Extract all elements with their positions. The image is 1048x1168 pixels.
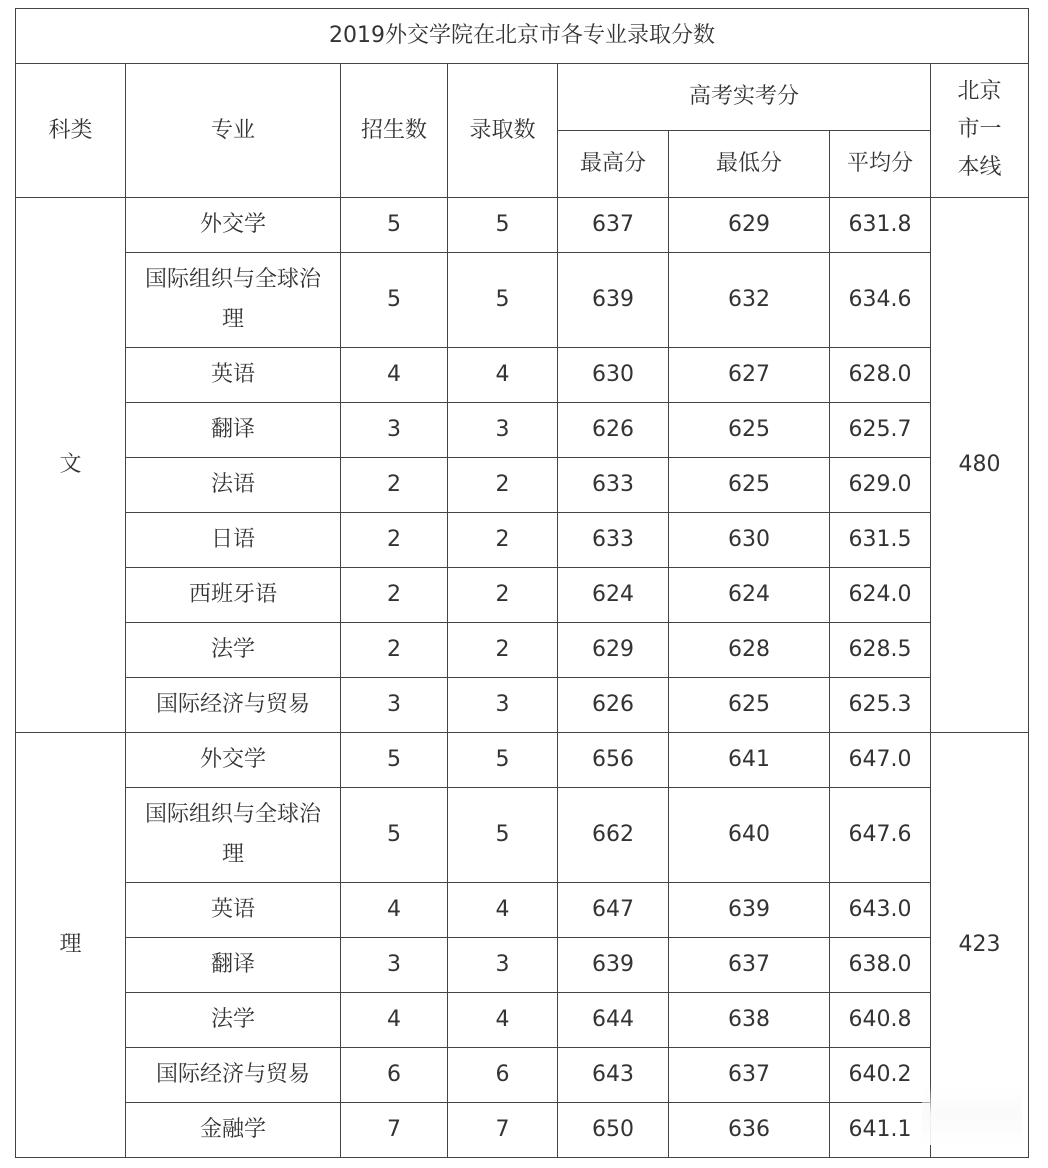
major-name: 英语 [210,897,255,922]
table-row [16,513,1029,568]
max-score-cell: 656 [558,733,669,788]
plan-cell: 7 [341,1103,448,1158]
avg-score-cell: 631.5 [830,513,931,568]
max-score-cell: 662 [558,788,669,883]
max-score-cell: 639 [558,253,669,348]
admitted-cell: 4 [448,348,558,403]
category-cell: 理 [16,733,126,1158]
max-score-cell: 643 [558,1048,669,1103]
major-cell [126,513,341,568]
table-row [16,253,1029,348]
table-row [16,1103,1029,1158]
major-name: 法学 [210,637,255,662]
plan-cell: 5 [341,788,448,883]
major-name: 法学 [210,1007,255,1032]
table-row [16,678,1029,733]
max-score-cell: 626 [558,403,669,458]
min-score-cell: 636 [669,1103,830,1158]
avg-score-cell: 631.8 [830,198,931,253]
plan-cell: 5 [341,198,448,253]
admitted-cell: 2 [448,458,558,513]
avg-score-cell: 628.0 [830,348,931,403]
plan-cell: 6 [341,1048,448,1103]
plan-cell: 4 [341,993,448,1048]
major-name: 翻译 [210,952,255,977]
major-name: 翻译 [210,417,255,442]
major-cell [126,883,341,938]
major-cell [126,568,341,623]
table-row [16,1048,1029,1103]
min-score-cell: 625 [669,403,830,458]
plan-cell: 2 [341,513,448,568]
avg-score-cell: 634.6 [830,253,931,348]
admitted-cell: 7 [448,1103,558,1158]
max-score-cell: 644 [558,993,669,1048]
major-name: 金融学 [199,1117,266,1142]
max-score-cell: 629 [558,623,669,678]
major-cell [126,733,341,788]
plan-cell: 2 [341,458,448,513]
header-min: 最低分 [669,131,830,198]
major-name: 国际经济与贸易 [155,1062,310,1087]
admitted-cell: 3 [448,403,558,458]
avg-score-cell: 640.2 [830,1048,931,1103]
max-score-cell: 624 [558,568,669,623]
admitted-cell: 2 [448,513,558,568]
max-score-cell: 633 [558,513,669,568]
major-cell [126,403,341,458]
max-score-cell: 633 [558,458,669,513]
plan-cell: 5 [341,733,448,788]
header-score-group: 高考实考分 [558,64,931,131]
avg-score-cell: 647.6 [830,788,931,883]
avg-score-cell: 640.8 [830,993,931,1048]
max-score-cell: 650 [558,1103,669,1158]
major-cell [126,938,341,993]
avg-score-cell: 628.5 [830,623,931,678]
major-cell [126,348,341,403]
admitted-cell: 5 [448,253,558,348]
major-cell [126,623,341,678]
admitted-cell: 3 [448,938,558,993]
min-score-cell: 624 [669,568,830,623]
major-name: 外交学 [199,212,266,237]
min-score-cell: 625 [669,458,830,513]
header-admitted: 录取数 [448,64,558,198]
table-row [16,348,1029,403]
avg-score-cell: 629.0 [830,458,931,513]
min-score-cell: 632 [669,253,830,348]
max-score-cell: 639 [558,938,669,993]
avg-score-cell: 638.0 [830,938,931,993]
admission-score-table [15,8,1029,1158]
baseline-cell: 480 [931,198,1029,733]
max-score-cell: 626 [558,678,669,733]
max-score-cell: 637 [558,198,669,253]
header-max: 最高分 [558,131,669,198]
major-cell [126,678,341,733]
min-score-cell: 637 [669,1048,830,1103]
admitted-cell: 5 [448,788,558,883]
header-enroll-plan: 招生数 [341,64,448,198]
header-baseline [931,64,1029,198]
avg-score-cell: 625.7 [830,403,931,458]
major-cell [126,788,341,883]
min-score-cell: 641 [669,733,830,788]
table-row [16,788,1029,883]
header-category: 科类 [16,64,126,198]
table-row [16,458,1029,513]
min-score-cell: 627 [669,348,830,403]
major-name: 法语 [210,472,255,497]
admitted-cell: 2 [448,623,558,678]
major-name: 国际组织与全球治理 [144,802,321,867]
avg-score-cell: 624.0 [830,568,931,623]
admitted-cell: 6 [448,1048,558,1103]
max-score-cell: 630 [558,348,669,403]
min-score-cell: 638 [669,993,830,1048]
min-score-cell: 639 [669,883,830,938]
admitted-cell: 4 [448,883,558,938]
max-score-cell: 647 [558,883,669,938]
table-row [16,993,1029,1048]
major-cell [126,198,341,253]
major-cell [126,1048,341,1103]
table-title: 2019外交学院在北京市各专业录取分数 [16,9,1029,64]
header-major: 专业 [126,64,341,198]
plan-cell: 4 [341,348,448,403]
category-cell: 文 [16,198,126,733]
admitted-cell: 3 [448,678,558,733]
min-score-cell: 637 [669,938,830,993]
admitted-cell: 5 [448,198,558,253]
major-name: 国际经济与贸易 [155,692,310,717]
plan-cell: 3 [341,678,448,733]
plan-cell: 3 [341,938,448,993]
table-row [16,938,1029,993]
major-cell [126,253,341,348]
min-score-cell: 628 [669,623,830,678]
plan-cell: 5 [341,253,448,348]
header-baseline-text: 北京市一本线 [957,79,1002,180]
admitted-cell: 4 [448,993,558,1048]
table-row [16,623,1029,678]
plan-cell: 3 [341,403,448,458]
admitted-cell: 5 [448,733,558,788]
table-row [16,198,1029,253]
table-row [16,733,1029,788]
major-name: 英语 [210,362,255,387]
major-name: 日语 [210,527,255,552]
min-score-cell: 629 [669,198,830,253]
table-row [16,403,1029,458]
avg-score-cell: 625.3 [830,678,931,733]
admitted-cell: 2 [448,568,558,623]
plan-cell: 2 [341,568,448,623]
plan-cell: 2 [341,623,448,678]
baseline-cell: 423 [931,733,1029,1158]
major-name: 外交学 [199,747,266,772]
avg-score-cell: 647.0 [830,733,931,788]
min-score-cell: 625 [669,678,830,733]
table-row [16,568,1029,623]
watermark-overlay [922,1085,1022,1145]
min-score-cell: 640 [669,788,830,883]
min-score-cell: 630 [669,513,830,568]
major-name: 国际组织与全球治理 [144,267,321,332]
major-cell [126,458,341,513]
table-row [16,883,1029,938]
major-cell [126,1103,341,1158]
plan-cell: 4 [341,883,448,938]
avg-score-cell: 641.1 [830,1103,931,1158]
major-cell [126,993,341,1048]
major-name: 西班牙语 [188,582,277,607]
avg-score-cell: 643.0 [830,883,931,938]
header-avg: 平均分 [830,131,931,198]
